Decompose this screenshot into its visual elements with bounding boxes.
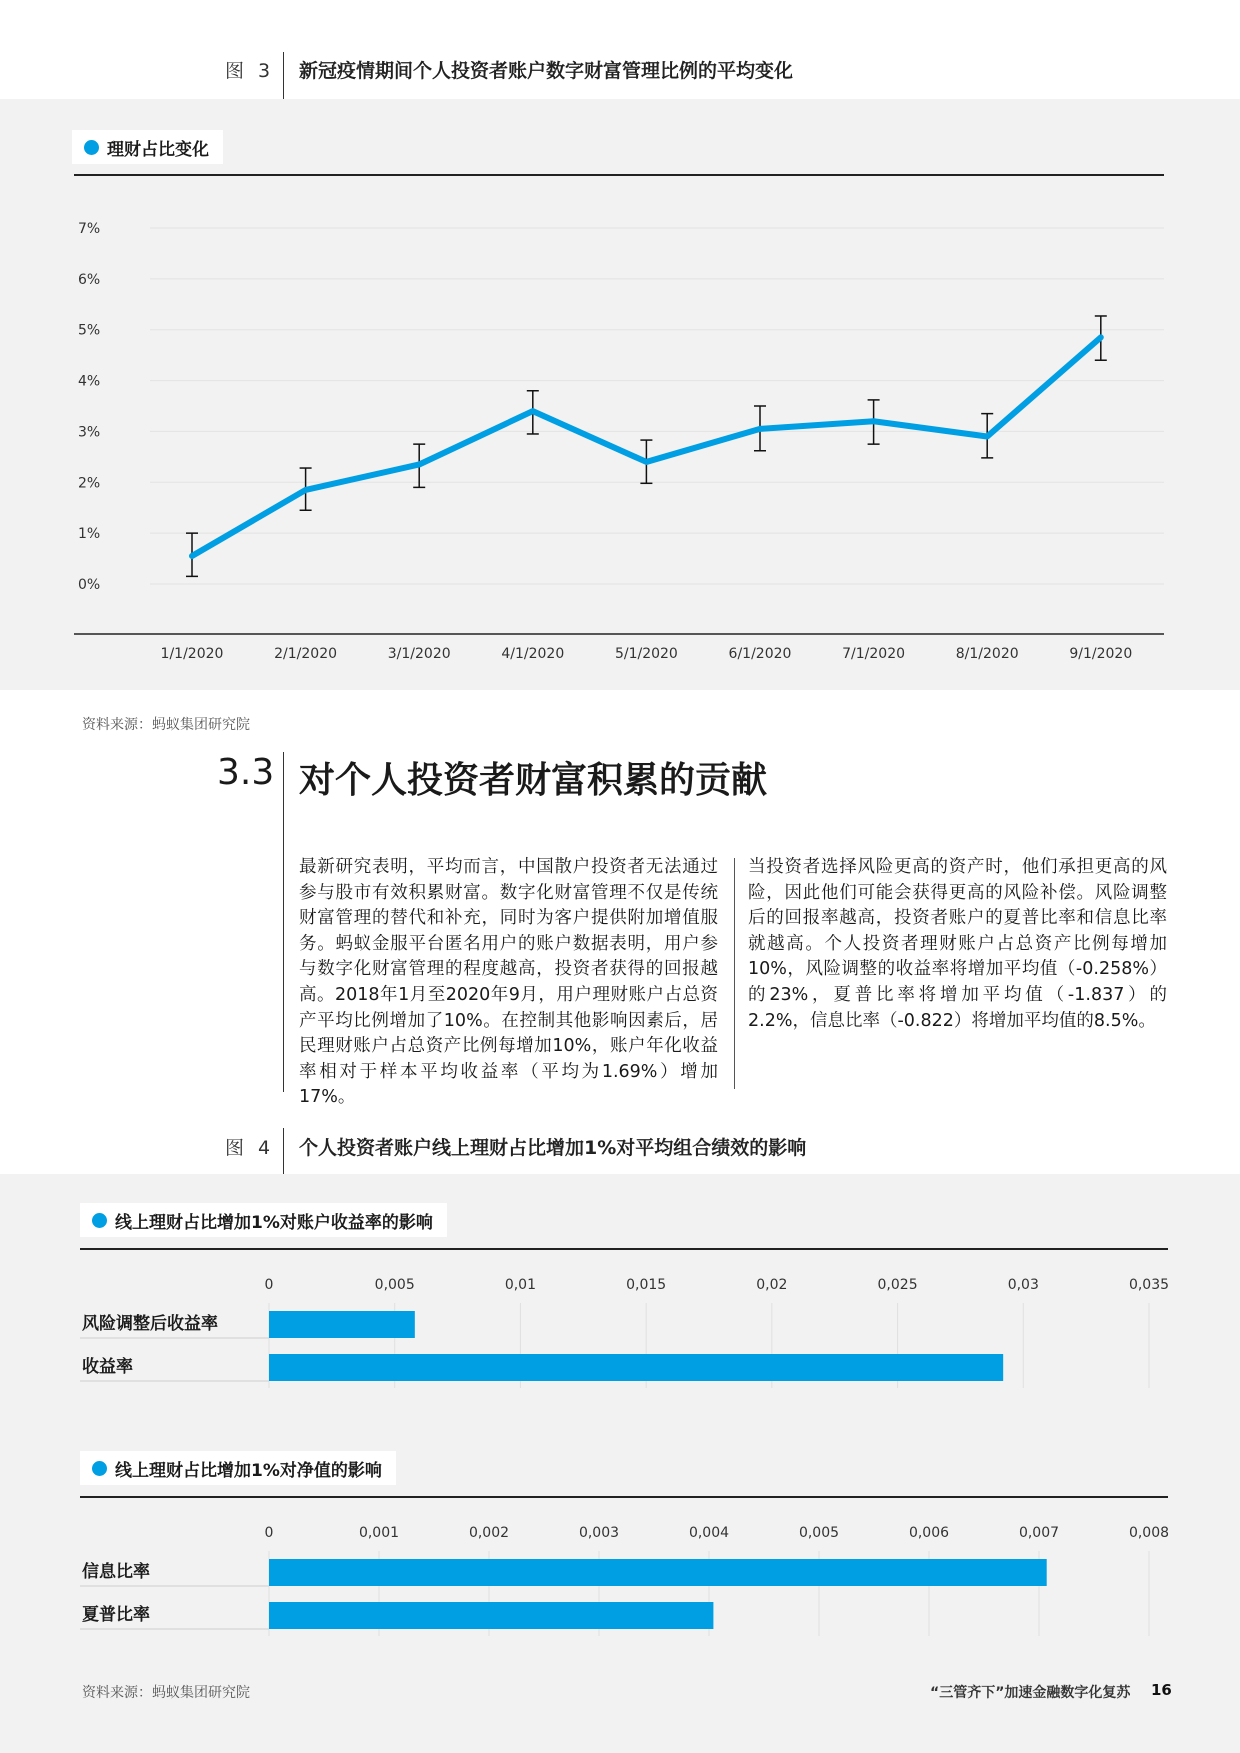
x-tick-label: 0,007 xyxy=(1018,1525,1060,1541)
figure-3-legend-label: 理财占比变化 xyxy=(107,139,209,160)
x-tick-label: 7/1/2020 xyxy=(842,646,906,662)
x-tick-label: 0,005 xyxy=(798,1525,840,1541)
y-tick-label: 7% xyxy=(78,221,101,237)
category-label: 风险调整后收益率 xyxy=(82,1314,218,1334)
x-tick-label: 0,025 xyxy=(877,1277,918,1293)
bar xyxy=(269,1602,713,1629)
figure-3-label: 图 3 xyxy=(225,60,275,82)
x-tick-label: 0,003 xyxy=(578,1525,620,1541)
x-tick-label: 5/1/2020 xyxy=(614,646,678,662)
body-column-1: 最新研究表明，平均而言，中国散户投资者无法通过参与股市有效积累财富。数字化财富管理不仅是传统财富管理的替代和补充，同时为客户提供附加增值服务。蚂蚁金服平台匿名用户的账户数据表明，用户参与数字化财富管理的程度越高，投资者获得的回报越高。2018年1月至2020年9月，用户理财账户占总资产平均比例增加了10%。在控制其他影响因素后，居民理财账户占总资产比例每增加10%，账户年化收益率相对于样本平均收益率（平均为1.69%）增加17%。 xyxy=(299,857,718,1108)
x-tick-label: 2/1/2020 xyxy=(274,646,338,662)
figure-4-divider xyxy=(283,1128,284,1174)
x-tick-label: 0 xyxy=(264,1525,274,1541)
bar xyxy=(269,1354,1003,1381)
y-tick-label: 1% xyxy=(78,526,101,543)
figure-3-panel xyxy=(0,99,1240,690)
figure-4-label: 图 4 xyxy=(225,1137,275,1159)
figure-4b-legend-label: 线上理财占比增加1%对净值的影响 xyxy=(115,1460,382,1481)
section-number: 3.3 xyxy=(217,752,275,793)
figure-3-divider xyxy=(283,52,284,99)
x-tick-label: 4/1/2020 xyxy=(501,646,565,662)
source-note-2: 资料来源：蚂蚁集团研究院 xyxy=(82,1685,250,1701)
x-tick-label: 0,035 xyxy=(1128,1277,1170,1293)
x-tick-label: 0,02 xyxy=(756,1277,788,1293)
bar-charts xyxy=(0,1174,1240,1753)
column-divider xyxy=(734,858,735,1089)
bar xyxy=(269,1559,1047,1586)
x-tick-label: 8/1/2020 xyxy=(955,646,1019,662)
figure-4a-legend-label: 线上理财占比增加1%对账户收益率的影响 xyxy=(115,1212,433,1233)
source-note-1: 资料来源：蚂蚁集团研究院 xyxy=(82,717,250,733)
x-tick-label: 0 xyxy=(264,1277,274,1293)
page-number: 16 xyxy=(1151,1681,1172,1699)
figure-3-title: 新冠疫情期间个人投资者账户数字财富管理比例的平均变化 xyxy=(299,60,794,82)
body-column-2: 当投资者选择风险更高的资产时，他们承担更高的风险，因此他们可能会获得更高的风险补偿。风险调整后的回报率越高，投资者账户的夏普比率和信息比率就越高。个人投资者理财账户占总资产比例每增加10%，风险调整的收益率将增加平均值（-0.258%）的23%，夏普比率将增加平均值（-1.837）的2.2%，信息比率（-0.822）将增加平均值的8.5%。 xyxy=(748,857,1167,1031)
x-tick-label: 0,001 xyxy=(358,1525,400,1541)
y-tick-label: 2% xyxy=(78,475,101,492)
line-chart xyxy=(0,99,1240,690)
x-tick-label: 6/1/2020 xyxy=(728,646,792,662)
x-tick-label: 0,004 xyxy=(688,1525,730,1541)
figure-4-title: 个人投资者账户线上理财占比增加1%对平均组合绩效的影响 xyxy=(299,1137,807,1159)
section-divider xyxy=(283,752,284,1092)
y-tick-label: 3% xyxy=(78,424,101,441)
category-label: 信息比率 xyxy=(82,1562,150,1582)
category-label: 夏普比率 xyxy=(82,1605,150,1625)
footer-publication-title: “三管齐下”加速金融数字化复苏 xyxy=(930,1685,1131,1701)
y-tick-label: 6% xyxy=(78,271,101,288)
y-tick-label: 0% xyxy=(78,577,101,593)
x-tick-label: 0,006 xyxy=(908,1525,950,1541)
x-tick-label: 0,005 xyxy=(374,1277,415,1293)
x-tick-label: 0,03 xyxy=(1007,1277,1039,1293)
bar xyxy=(269,1311,415,1338)
x-tick-label: 0,01 xyxy=(504,1277,537,1293)
x-tick-label: 1/1/2020 xyxy=(160,646,224,662)
y-tick-label: 5% xyxy=(78,322,101,339)
section-title: 对个人投资者财富积累的贡献 xyxy=(299,760,768,801)
x-tick-label: 0,008 xyxy=(1128,1525,1170,1541)
x-tick-label: 9/1/2020 xyxy=(1069,646,1133,662)
x-tick-label: 3/1/2020 xyxy=(387,646,451,662)
category-label: 收益率 xyxy=(82,1357,133,1377)
y-tick-label: 4% xyxy=(78,373,101,390)
x-tick-label: 0,015 xyxy=(626,1277,667,1293)
figure-4-panel xyxy=(0,1174,1240,1753)
x-tick-label: 0,002 xyxy=(468,1525,510,1541)
